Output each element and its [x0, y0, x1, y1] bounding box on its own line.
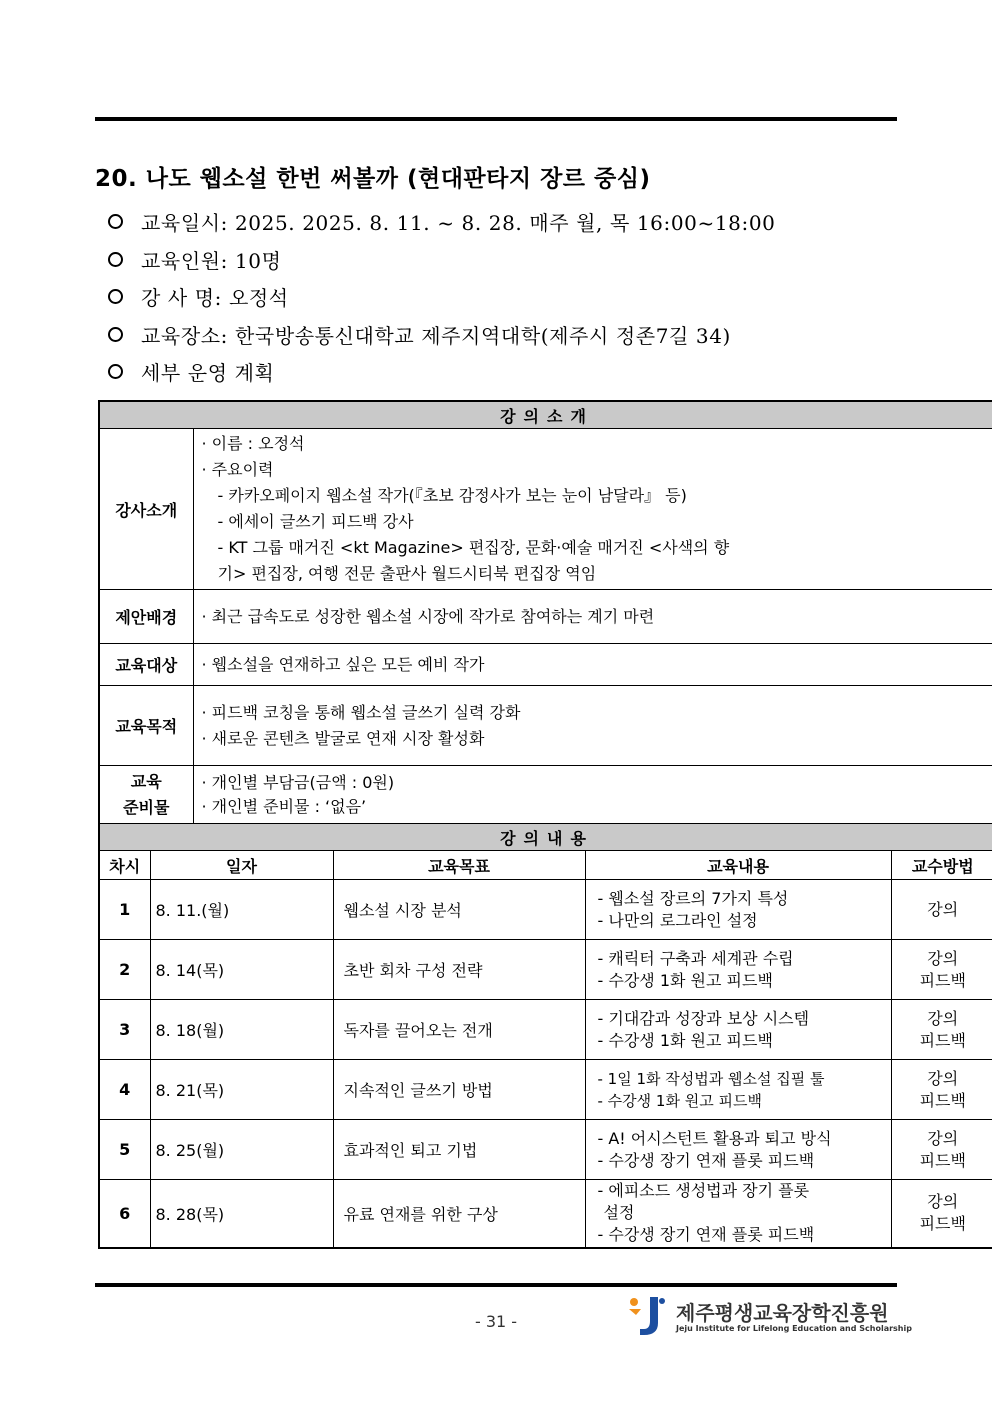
session-number: 6: [99, 1180, 150, 1248]
col-date: 일자: [150, 851, 333, 880]
org-logo: [626, 1293, 912, 1339]
background-text: · 최근 급속도로 성장한 웹소설 시장에 작가로 참여하는 계기 마련: [193, 590, 992, 644]
method-line: 강의: [927, 899, 959, 919]
col-goal: 교육목표: [333, 851, 585, 880]
session-number: 1: [99, 880, 150, 940]
content-line: - A! 어시스턴트 활용과 퇴고 방식: [597, 1128, 832, 1148]
content-line: - 에피소드 생성법과 장기 플롯: [597, 1181, 810, 1201]
content-line: - 수강생 1화 원고 피드백: [597, 1030, 773, 1050]
session-method: [891, 1060, 992, 1120]
content-line: - 수강생 장기 연재 플롯 피드백: [597, 1225, 815, 1245]
goal-label: 교육목적: [99, 686, 193, 766]
method-line: 피드백: [919, 1030, 966, 1050]
info-line: - KT 그룹 매거진 <kt Magazine> 편집장, 문화·예술 매거진 <사색의 향: [217, 538, 730, 557]
goal-line: · 새로운 콘텐츠 발굴로 연재 시장 활성화: [201, 728, 485, 748]
overview-text: 강 사 명: 오정석: [141, 286, 289, 311]
info-line: · 주요이력: [201, 460, 274, 479]
intro-header: 강의소개: [99, 401, 992, 429]
prep-text: [193, 766, 992, 824]
col-content: 교육내용: [585, 851, 891, 880]
session-number: 4: [99, 1060, 150, 1120]
org-name-korean: 제주평생교육장학진흥원: [676, 1301, 889, 1325]
content-line: - 수강생 장기 연재 플롯 피드백: [597, 1150, 815, 1170]
info-line: · 이름 : 오정석: [201, 434, 305, 453]
session-goal: 초반 회차 구성 전략: [333, 940, 585, 1000]
method-line: 강의: [927, 1008, 959, 1028]
overview-text: 교육장소: 한국방송통신대학교 제주지역대학(제주시 정존7길 34): [141, 323, 731, 348]
overview-item: [108, 241, 775, 279]
session-content: [585, 1000, 891, 1060]
prep-label-line: 준비물: [123, 797, 170, 817]
session-method: [891, 1120, 992, 1180]
plan-table: [98, 400, 992, 1249]
session-date: 8. 14(목): [150, 940, 333, 1000]
session-content: [585, 1060, 891, 1120]
lectures-header: 강의내용: [99, 824, 992, 851]
content-line: - 기대감과 성장과 보상 시스템: [597, 1008, 810, 1028]
session-number: 5: [99, 1120, 150, 1180]
session-date: 8. 18(월): [150, 1000, 333, 1060]
session-number: 3: [99, 1000, 150, 1060]
session-goal: 효과적인 퇴고 기법: [333, 1120, 585, 1180]
session-content: [585, 1120, 891, 1180]
col-session: 차시: [99, 851, 150, 880]
session-content: [585, 880, 891, 940]
info-line: - 에세이 글쓰기 피드백 강사: [217, 512, 414, 531]
table-row: [99, 1120, 992, 1180]
prep-line: · 개인별 부담금(금액 : 0원): [201, 772, 395, 792]
circle-bullet-icon: [108, 364, 123, 379]
prep-line: · 개인별 준비물 : ‘없음’: [201, 796, 367, 816]
overview-text: 세부 운영 계획: [141, 361, 275, 386]
session-goal: 웹소설 시장 분석: [333, 880, 585, 940]
session-method: [891, 940, 992, 1000]
table-row: [99, 1180, 992, 1248]
jeju-institute-logo-icon: [626, 1293, 670, 1339]
session-content: [585, 1180, 891, 1248]
session-goal: 유료 연재를 위한 구상: [333, 1180, 585, 1248]
goal-text: [193, 686, 992, 766]
method-line: 피드백: [919, 1150, 966, 1170]
prep-label: [99, 766, 193, 824]
table-row: [99, 1060, 992, 1120]
table-row: [99, 880, 992, 940]
overview-text: 교육인원: 10명: [141, 248, 282, 273]
session-number: 2: [99, 940, 150, 1000]
method-line: 피드백: [919, 1090, 966, 1110]
circle-bullet-icon: [108, 214, 123, 229]
table-row: [99, 940, 992, 1000]
overview-item: [108, 316, 775, 354]
overview-item: [108, 278, 775, 316]
content-line: - 수강생 1화 원고 피드백: [597, 1091, 762, 1110]
method-line: 강의: [927, 1068, 959, 1088]
content-line: - 1일 1화 작성법과 웹소설 집필 툴: [597, 1069, 825, 1088]
prep-label-line: 교육: [130, 771, 162, 791]
method-line: 피드백: [919, 1214, 966, 1234]
session-goal: 독자를 끌어오는 전개: [333, 1000, 585, 1060]
col-method: 교수방법: [891, 851, 992, 880]
session-date: 8. 25(월): [150, 1120, 333, 1180]
session-date: 8. 11.(월): [150, 880, 333, 940]
overview-text: 교육일시: 2025. 2025. 8. 11. ~ 8. 28. 매주 월, 목 16:00~18:00: [141, 211, 776, 236]
session-method: [891, 880, 992, 940]
top-rule: [95, 117, 897, 121]
section-title: 20. 나도 웹소설 한번 써볼까 (현대판타지 장르 중심): [95, 166, 651, 192]
info-line: 기> 편집장, 여행 전문 출판사 월드시티북 편집장 역임: [217, 564, 597, 583]
instructor-label: 강사소개: [99, 429, 193, 590]
info-line: - 카카오페이지 웹소설 작가(『초보 감정사가 보는 눈이 남달라』 등): [217, 486, 687, 505]
session-date: 8. 28(목): [150, 1180, 333, 1248]
instructor-info: [193, 429, 992, 590]
overview-list: [108, 203, 775, 391]
content-line: - 나만의 로그라인 설정: [597, 910, 758, 930]
method-line: 강의: [927, 1128, 959, 1148]
method-line: 강의: [927, 1192, 959, 1212]
goal-line: · 피드백 코칭을 통해 웹소설 글쓰기 실력 강화: [201, 702, 521, 722]
overview-item: [108, 353, 775, 391]
method-line: 강의: [927, 948, 959, 968]
org-name-english: Jeju Institute for Lifelong Education and Scholarship: [676, 1324, 912, 1333]
circle-bullet-icon: [108, 252, 123, 267]
background-label: 제안배경: [99, 590, 193, 644]
content-line: - 웹소설 장르의 7가지 특성: [597, 888, 789, 908]
circle-bullet-icon: [108, 289, 123, 304]
method-line: 피드백: [919, 970, 966, 990]
content-line: 설정: [603, 1203, 635, 1223]
circle-bullet-icon: [108, 327, 123, 342]
target-label: 교육대상: [99, 644, 193, 686]
session-date: 8. 21(목): [150, 1060, 333, 1120]
content-line: - 수강생 1화 원고 피드백: [597, 970, 773, 990]
session-goal: 지속적인 글쓰기 방법: [333, 1060, 585, 1120]
target-text: · 웹소설을 연재하고 싶은 모든 예비 작가: [193, 644, 992, 686]
content-line: - 캐릭터 구축과 세계관 수립: [597, 948, 794, 968]
overview-item: [108, 203, 775, 241]
bottom-rule: [95, 1283, 897, 1287]
session-method: [891, 1000, 992, 1060]
table-row: [99, 1000, 992, 1060]
page-number: - 31 -: [474, 1312, 518, 1331]
session-content: [585, 940, 891, 1000]
session-method: [891, 1180, 992, 1248]
